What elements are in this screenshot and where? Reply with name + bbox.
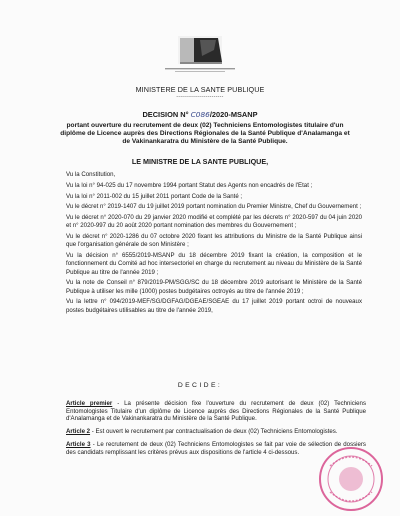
consideration-item: Vu la lettre n° 094/2019-MEF/SG/DGFAG/DGEAE/SGEAE du 17 juillet 2019 portant octroi de nouveaux postes budgétaires utilisables au titre de l'année 2019, bbox=[66, 298, 362, 314]
decide-heading: DECIDE: bbox=[177, 382, 223, 389]
official-stamp bbox=[316, 444, 386, 514]
article-text: - Le recrutement de deux (02) Techniciens Entomologistes se fait par voie de sélection de dossiers des candidats remplissant les critères prévus aux dispositions de l'article 4 ci-dessous. bbox=[66, 440, 366, 456]
minister-heading: LE MINISTRE DE LA SANTE PUBLIQUE, bbox=[131, 157, 269, 166]
article-paragraph bbox=[66, 428, 366, 436]
considerations-list bbox=[66, 171, 362, 317]
article-text: - La présente décision fixe l'ouverture du recrutement de deux (02) Techniciens Entomologistes Titulaire d'un diplôme de Licence auprès des Directions Régionales de la Santé Publique d'Analamanga et de Vakinankaratra du Ministère de la Santé Publique. bbox=[66, 400, 366, 423]
consideration-item: Vu la loi n° 94-025 du 17 novembre 1994 portant Statut des Agents non encadrés de l'Etat ; bbox=[66, 181, 313, 189]
decision-number: C086 bbox=[190, 110, 210, 119]
ministry-heading: MINISTERE DE LA SANTE PUBLIQUE bbox=[135, 85, 265, 94]
decision-subject: portant ouverture du recrutement de deux (02) Techniciens Entomologistes titulaire d'un diplôme de Licence auprès des Directions Régionales de la Santé Publique d'Analamanga et de Vakinankaratra du Ministère de la Santé Publique. bbox=[60, 122, 350, 146]
consideration-item: Vu la décision n° 6555/2019-MSANP du 18 décembre 2019 fixant la création, la composition et le fonctionnement du Comité ad hoc intersectoriel en charge du recrutement au niveau du Ministère de la Santé Publique au titre de l'année 2019 ; bbox=[66, 252, 362, 276]
consideration-item: Vu la loi n° 2011-002 du 15 juillet 2011 portant Code de la Santé ; bbox=[66, 192, 243, 200]
decision-title bbox=[0, 110, 400, 119]
consideration-item: Vu la note de Conseil n° 879/2019-PM/SGG/SC du 18 décembre 2019 autorisant le Ministère de la Santé Publique à utiliser les mille (1000) postes budgétaires octroyés au titre de l'année 2019 ; bbox=[66, 279, 362, 295]
consideration-item: Vu le décret n° 2020-070 du 29 janvier 2020 modifié et complété par les décrets n° 2020-597 du 04 juin 2020 et n° 2020-997 du 20 août 2020 portant nomination des membres du Gouvernement ; bbox=[66, 214, 362, 230]
article-label: Article 3 bbox=[66, 440, 91, 448]
heading-separator: ------------------------ bbox=[176, 94, 224, 100]
ministry-emblem bbox=[178, 36, 222, 64]
consideration-item: Vu la Constitution, bbox=[66, 171, 116, 178]
consideration-item: Vu le décret n° 2019-1407 du 19 juillet 2019 portant nomination du Premier Ministre, Chef du Gouvernement ; bbox=[66, 203, 362, 211]
article-label: Article 2 bbox=[66, 428, 91, 436]
consideration-item: Vu le décret n° 2020-1286 du 07 octobre 2020 fixant les attributions du Ministre de la Santé Publique ainsi que l'organisation générale de son Ministère ; bbox=[66, 233, 362, 249]
article-label: Article premier bbox=[66, 400, 113, 407]
decision-prefix: DECISION N° bbox=[142, 110, 189, 119]
emblem-motto bbox=[155, 66, 245, 74]
decision-suffix: /2020-MSANP bbox=[209, 110, 258, 119]
article-paragraph bbox=[66, 400, 366, 423]
article-text: - Est ouvert le recrutement par contractualisation de deux (02) Techniciens Entomologistes. bbox=[90, 428, 338, 436]
